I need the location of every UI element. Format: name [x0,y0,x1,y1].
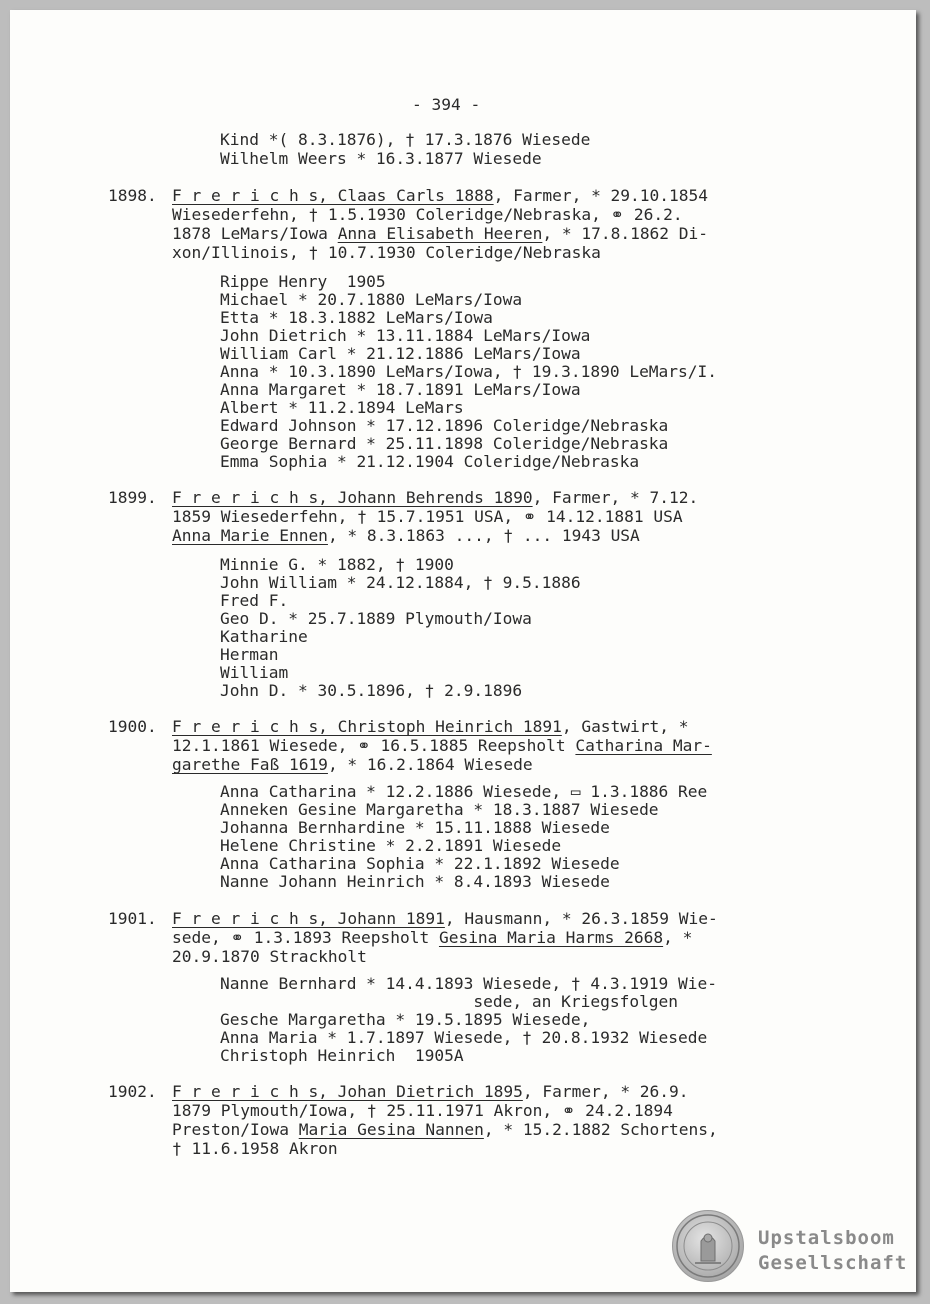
child-line: Michael * 20.7.1880 LeMars/Iowa [220,290,523,309]
child-line: Emma Sophia * 21.12.1904 Coleridge/Nebraska [220,452,640,471]
entry-heading: F r e r i c h s, Johan Dietrich 1895, Farmer, * 26.9. [172,1082,689,1101]
seal-logo-icon [672,1210,744,1282]
child-line: Helene Christine * 2.2.1891 Wiesede [220,836,562,855]
child-line: George Bernard * 25.11.1898 Coleridge/Nebraska [220,434,669,453]
entry-line: Wiesederfehn, † 1.5.1930 Coleridge/Nebraska, ⚭ 26.2. [172,205,683,224]
entry-number: 1900. [108,717,157,736]
child-line: Nanne Johann Heinrich * 8.4.1893 Wiesede [220,872,610,891]
page-number: - 394 - [412,95,481,114]
entry-line: Anna Marie Ennen, * 8.3.1863 ..., † ... 1943 USA [172,526,640,545]
person-name: F r e r i c h s, Johann Behrends 1890 [172,488,533,507]
child-line: Anna Maria * 1.7.1897 Wiesede, † 20.8.1932 Wiesede [220,1028,708,1047]
entry-line: 1879 Plymouth/Iowa, † 25.11.1971 Akron, ⚭ 24.2.1894 [172,1101,673,1120]
child-line: Katharine [220,627,308,646]
child-line: Christoph Heinrich 1905A [220,1046,464,1065]
spouse-name: Anna Marie Ennen [172,526,328,545]
society-name-line2: Gesellschaft [758,1252,908,1274]
child-line: Geo D. * 25.7.1889 Plymouth/Iowa [220,609,532,628]
child-line: Rippe Henry 1905 [220,272,386,291]
entry-heading: F r e r i c h s, Johann 1891, Hausmann, * 26.3.1859 Wie- [172,909,718,928]
child-line: Minnie G. * 1882, † 1900 [220,555,454,574]
child-line: sede, an Kriegsfolgen [220,992,679,1011]
child-line: Gesche Margaretha * 19.5.1895 Wiesede, [220,1010,591,1029]
text-line: Wilhelm Weers * 16.3.1877 Wiesede [220,149,542,168]
entry-line: Preston/Iowa Maria Gesina Nannen, * 15.2.1882 Schortens, [172,1120,718,1139]
child-line: William Carl * 21.12.1886 LeMars/Iowa [220,344,581,363]
entry-heading: F r e r i c h s, Claas Carls 1888, Farmer, * 29.10.1854 [172,186,709,205]
text-line: Kind *( 8.3.1876), † 17.3.1876 Wiesede [220,130,591,149]
entry-line: sede, ⚭ 1.3.1893 Reepsholt Gesina Maria Harms 2668, * [172,928,693,947]
entry-heading: F r e r i c h s, Christoph Heinrich 1891, Gastwirt, * [172,717,689,736]
person-name: F r e r i c h s, Christoph Heinrich 1891 [172,717,562,736]
child-line: John Dietrich * 13.11.1884 LeMars/Iowa [220,326,591,345]
child-line: Albert * 11.2.1894 LeMars [220,398,464,417]
entry-number: 1899. [108,488,157,507]
child-line: Anna Catharina * 12.2.1886 Wiesede, ▭ 1.3.1886 Ree [220,782,708,801]
entry-heading: F r e r i c h s, Johann Behrends 1890, Farmer, * 7.12. [172,488,699,507]
spouse-name: Gesina Maria Harms 2668 [438,928,664,947]
person-name: F r e r i c h s, Claas Carls 1888 [172,186,494,205]
child-line: John William * 24.12.1884, † 9.5.1886 [220,573,581,592]
child-line: William [220,663,289,682]
entry-line: xon/Illinois, † 10.7.1930 Coleridge/Nebraska [172,243,601,262]
entry-line: 1859 Wiesederfehn, † 15.7.1951 USA, ⚭ 14.12.1881 USA [172,507,683,526]
entry-number: 1898. [108,186,157,205]
spouse-name: garethe Faß 1619 [172,755,328,774]
society-name-line1: Upstalsboom [758,1227,895,1249]
child-line: Anna Margaret * 18.7.1891 LeMars/Iowa [220,380,581,399]
entry-number: 1902. [108,1082,157,1101]
entry-line: 12.1.1861 Wiesede, ⚭ 16.5.1885 Reepsholt Catharina Mar- [172,736,712,755]
entry-line: 1878 LeMars/Iowa Anna Elisabeth Heeren, * 17.8.1862 Di- [172,224,709,243]
document-page [10,10,916,1292]
child-line: Fred F. [220,591,289,610]
child-line: Anna Catharina Sophia * 22.1.1892 Wiesede [220,854,620,873]
person-name: F r e r i c h s, Johan Dietrich 1895 [172,1082,523,1101]
entry-line: † 11.6.1958 Akron [172,1139,338,1158]
child-line: Etta * 18.3.1882 LeMars/Iowa [220,308,493,327]
spouse-name: Maria Gesina Nannen [298,1120,484,1139]
child-line: Nanne Bernhard * 14.4.1893 Wiesede, † 4.3.1919 Wie- [220,974,718,993]
entry-line: 20.9.1870 Strackholt [172,947,367,966]
entry-number: 1901. [108,909,157,928]
child-line: Herman [220,645,279,664]
child-line: Anna * 10.3.1890 LeMars/Iowa, † 19.3.1890 LeMars/I. [220,362,718,381]
child-line: Edward Johnson * 17.12.1896 Coleridge/Nebraska [220,416,669,435]
person-name: F r e r i c h s, Johann 1891 [172,909,445,928]
child-line: Anneken Gesine Margaretha * 18.3.1887 Wiesede [220,800,659,819]
spouse-name: Anna Elisabeth Heeren [337,224,543,243]
child-line: John D. * 30.5.1896, † 2.9.1896 [220,681,523,700]
child-line: Johanna Bernhardine * 15.11.1888 Wiesede [220,818,610,837]
spouse-name: Catharina Mar- [575,736,712,755]
entry-line: garethe Faß 1619, * 16.2.1864 Wiesede [172,755,533,774]
